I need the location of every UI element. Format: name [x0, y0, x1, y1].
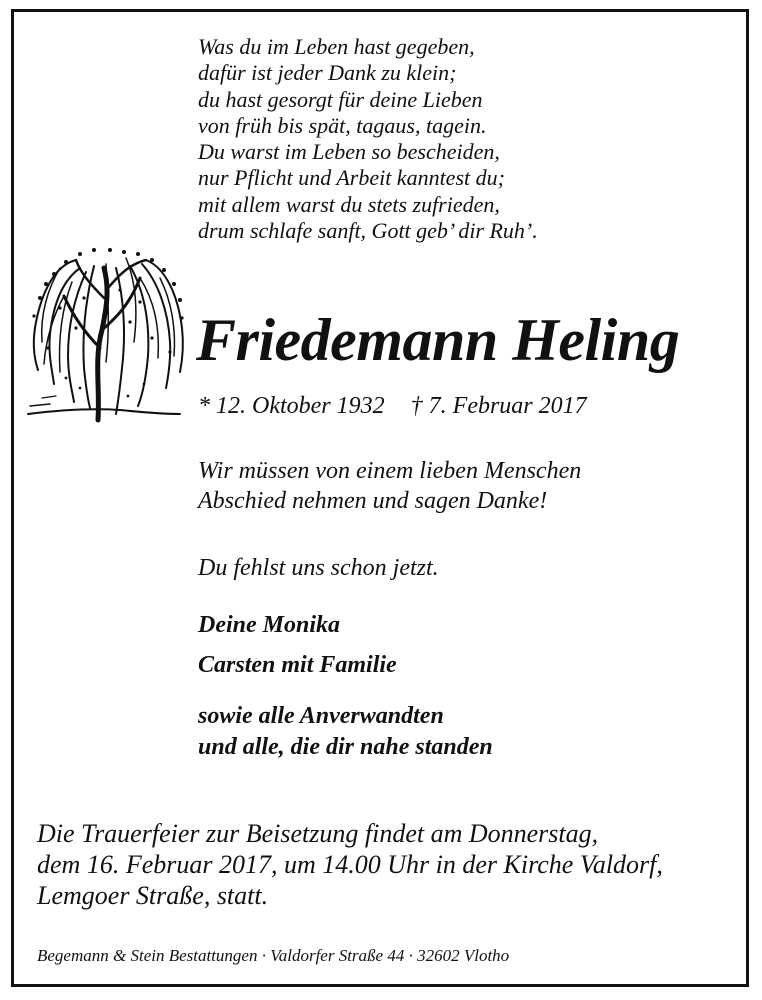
mourner-line: Carsten mit Familie — [198, 652, 397, 678]
farewell-line: Abschied nehmen und sagen Danke! — [198, 488, 548, 514]
deceased-name: Friedemann Heling — [196, 307, 680, 373]
poem-line: mit allem warst du stets zufrieden, — [198, 191, 500, 217]
poem — [198, 34, 538, 244]
poem-line: nur Pflicht und Arbeit kanntest du; — [198, 165, 505, 191]
poem-line: du hast gesorgt für deine Lieben — [198, 86, 483, 112]
poem-line: Was du im Leben hast gegeben, — [198, 34, 475, 59]
weeping-willow-icon — [20, 238, 188, 458]
funeral-line: Die Trauerfeier zur Beisetzung findet am Donnerstag, — [37, 819, 599, 848]
poem-line: Du warst im Leben so bescheiden, — [198, 139, 500, 165]
poem-line: dafür ist jeder Dank zu klein; — [198, 60, 457, 86]
mourner-line: Deine Monika — [198, 612, 341, 638]
farewell-text — [198, 456, 581, 516]
missing-you-text: Du fehlst uns schon jetzt. — [198, 555, 439, 581]
birth-date: * 12. Oktober 1932 — [198, 393, 385, 419]
poem-line: von früh bis spät, tagaus, tagein. — [198, 112, 487, 138]
mourner-line: und alle, die dir nahe standen — [198, 734, 493, 760]
mourner-line: sowie alle Anverwandten — [198, 703, 444, 729]
funeral-details — [37, 818, 663, 911]
poem-line: drum schlafe sanft, Gott geb’ dir Ruh’. — [198, 218, 538, 244]
farewell-line: Wir müssen von einem lieben Menschen — [198, 458, 582, 484]
funeral-line: dem 16. Februar 2017, um 14.00 Uhr in der Kirche Valdorf, — [37, 850, 663, 879]
life-dates — [198, 391, 587, 421]
undertaker-footer: Begemann & Stein Bestattungen · Valdorfer Straße 44 · 32602 Vlotho — [37, 946, 510, 965]
funeral-line: Lemgoer Straße, statt. — [37, 881, 269, 910]
death-date: † 7. Februar 2017 — [410, 393, 587, 419]
